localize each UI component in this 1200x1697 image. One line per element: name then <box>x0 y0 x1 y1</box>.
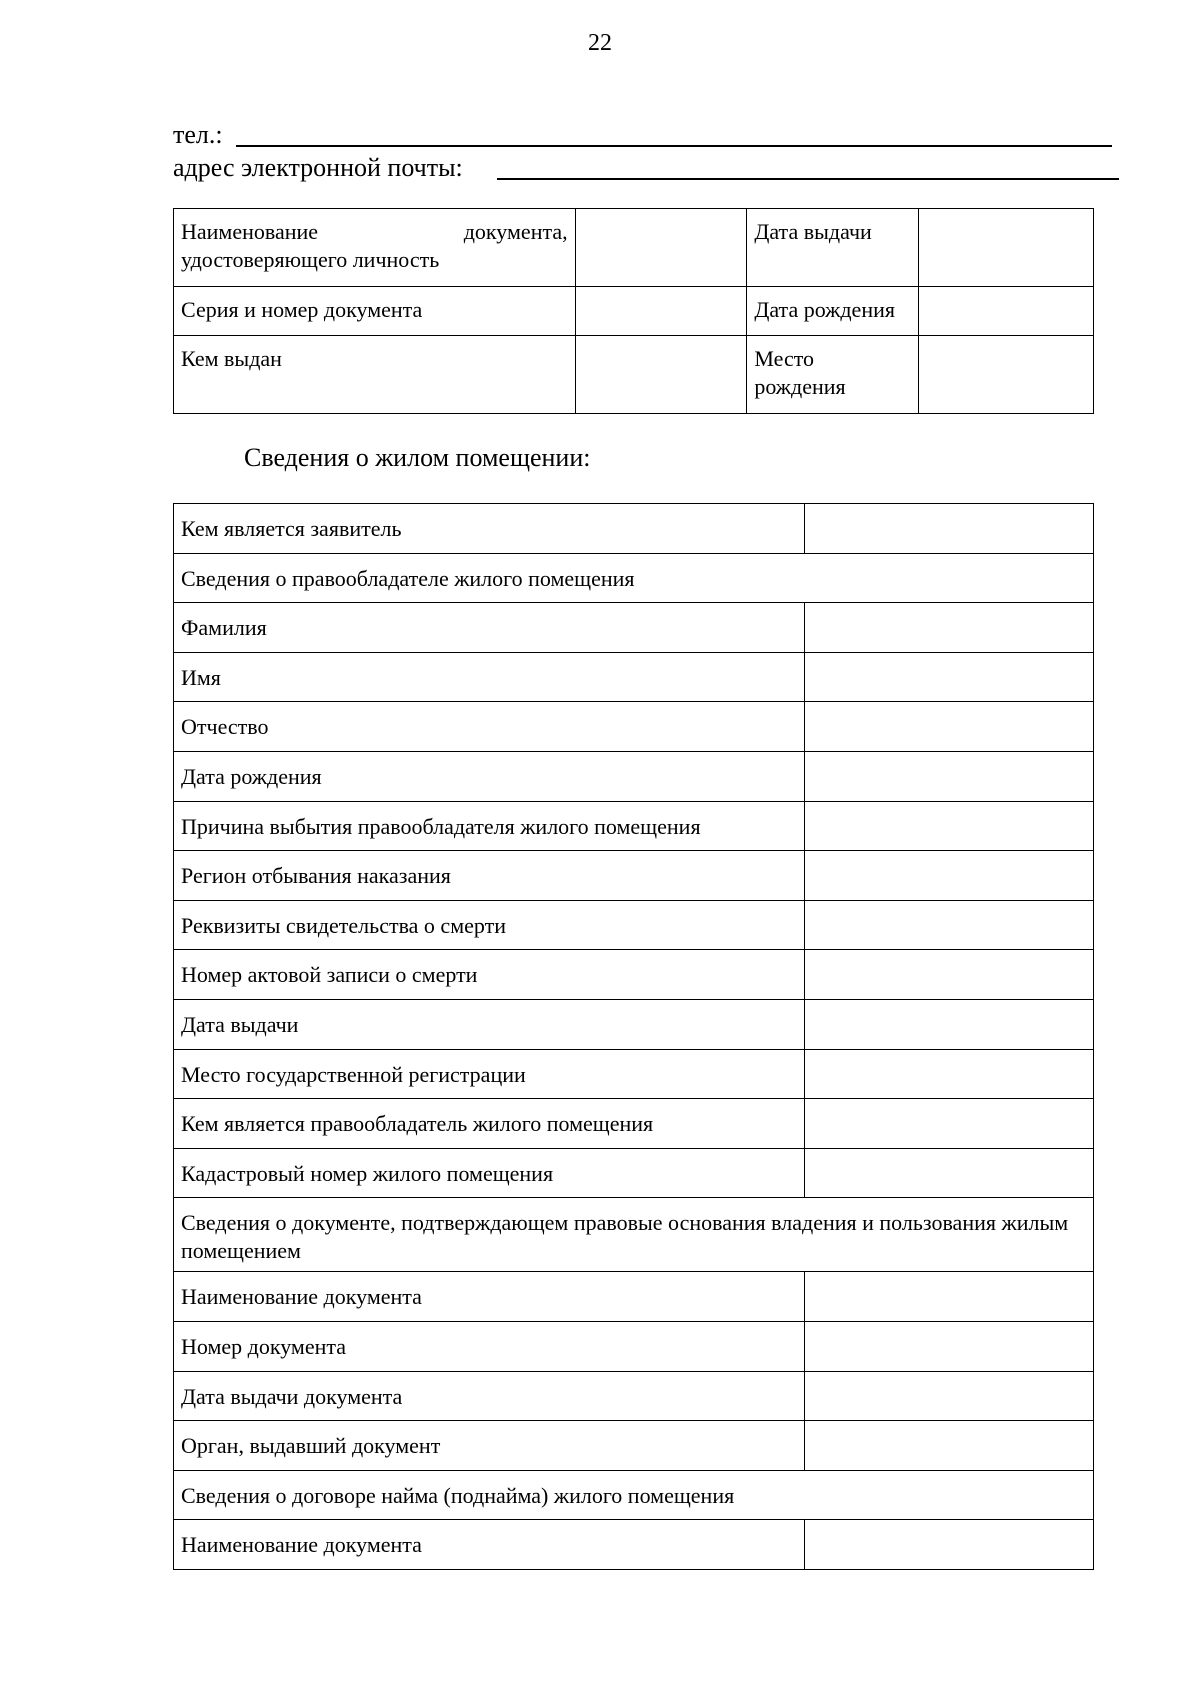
row-label: Дата рождения <box>174 751 805 801</box>
identity-issued-by-value[interactable] <box>575 336 747 414</box>
row-label: Отчество <box>174 702 805 752</box>
row-value[interactable] <box>805 801 1094 851</box>
row-label: Наименование документа <box>174 1272 805 1322</box>
dwelling-section-title: Сведения о жилом помещении: <box>244 443 591 472</box>
identity-birth-place-value[interactable] <box>919 336 1094 414</box>
identity-series-number-label: Серия и номер документа <box>174 287 576 336</box>
identity-doc-name-label: Наименование документа, удостоверяющего личность <box>174 209 576 287</box>
row-label: Орган, выдавший документ <box>174 1421 805 1471</box>
row-header: Сведения о документе, подтверждающем правовые основания владения и пользования жилым помещением <box>174 1198 1094 1272</box>
row-value[interactable] <box>805 851 1094 901</box>
page-number: 22 <box>588 30 612 56</box>
row-value[interactable] <box>805 1371 1094 1421</box>
row-value[interactable] <box>805 504 1094 554</box>
row-value[interactable] <box>805 999 1094 1049</box>
email-field-line[interactable] <box>497 178 1119 180</box>
row-value[interactable] <box>805 652 1094 702</box>
identity-issue-date-label: Дата выдачи <box>747 209 919 287</box>
row-label: Номер актовой записи о смерти <box>174 950 805 1000</box>
row-label: Причина выбытия правообладателя жилого помещения <box>174 801 805 851</box>
row-label: Место государственной регистрации <box>174 1049 805 1099</box>
identity-doc-name-value[interactable] <box>575 209 747 287</box>
identity-birth-place-label: Место рождения <box>747 336 919 414</box>
row-label: Кем является заявитель <box>174 504 805 554</box>
row-label: Дата выдачи <box>174 999 805 1049</box>
identity-issue-date-value[interactable] <box>919 209 1094 287</box>
row-label: Наименование документа <box>174 1520 805 1570</box>
row-label: Имя <box>174 652 805 702</box>
identity-document-table <box>173 208 1094 414</box>
row-header: Сведения о правообладателе жилого помещения <box>174 553 1094 603</box>
row-value[interactable] <box>805 1099 1094 1149</box>
row-label: Фамилия <box>174 603 805 653</box>
row-label: Номер документа <box>174 1321 805 1371</box>
row-value[interactable] <box>805 603 1094 653</box>
row-value[interactable] <box>805 751 1094 801</box>
row-label: Регион отбывания наказания <box>174 851 805 901</box>
dwelling-info-table <box>173 503 1094 1570</box>
row-value[interactable] <box>805 900 1094 950</box>
row-value[interactable] <box>805 1321 1094 1371</box>
row-value[interactable] <box>805 1272 1094 1322</box>
row-value[interactable] <box>805 950 1094 1000</box>
row-value[interactable] <box>805 1421 1094 1471</box>
row-value[interactable] <box>805 1520 1094 1570</box>
email-label: адрес электронной почты: <box>173 153 463 182</box>
row-value[interactable] <box>805 702 1094 752</box>
row-label: Дата выдачи документа <box>174 1371 805 1421</box>
identity-series-number-value[interactable] <box>575 287 747 336</box>
row-label: Реквизиты свидетельства о смерти <box>174 900 805 950</box>
row-header: Сведения о договоре найма (поднайма) жилого помещения <box>174 1470 1094 1520</box>
row-value[interactable] <box>805 1148 1094 1198</box>
phone-field-line[interactable] <box>236 145 1112 147</box>
identity-issued-by-label: Кем выдан <box>174 336 576 414</box>
row-label: Кадастровый номер жилого помещения <box>174 1148 805 1198</box>
identity-birth-date-value[interactable] <box>919 287 1094 336</box>
identity-birth-date-label: Дата рождения <box>747 287 919 336</box>
row-value[interactable] <box>805 1049 1094 1099</box>
row-label: Кем является правообладатель жилого помещения <box>174 1099 805 1149</box>
phone-label: тел.: <box>173 120 223 149</box>
